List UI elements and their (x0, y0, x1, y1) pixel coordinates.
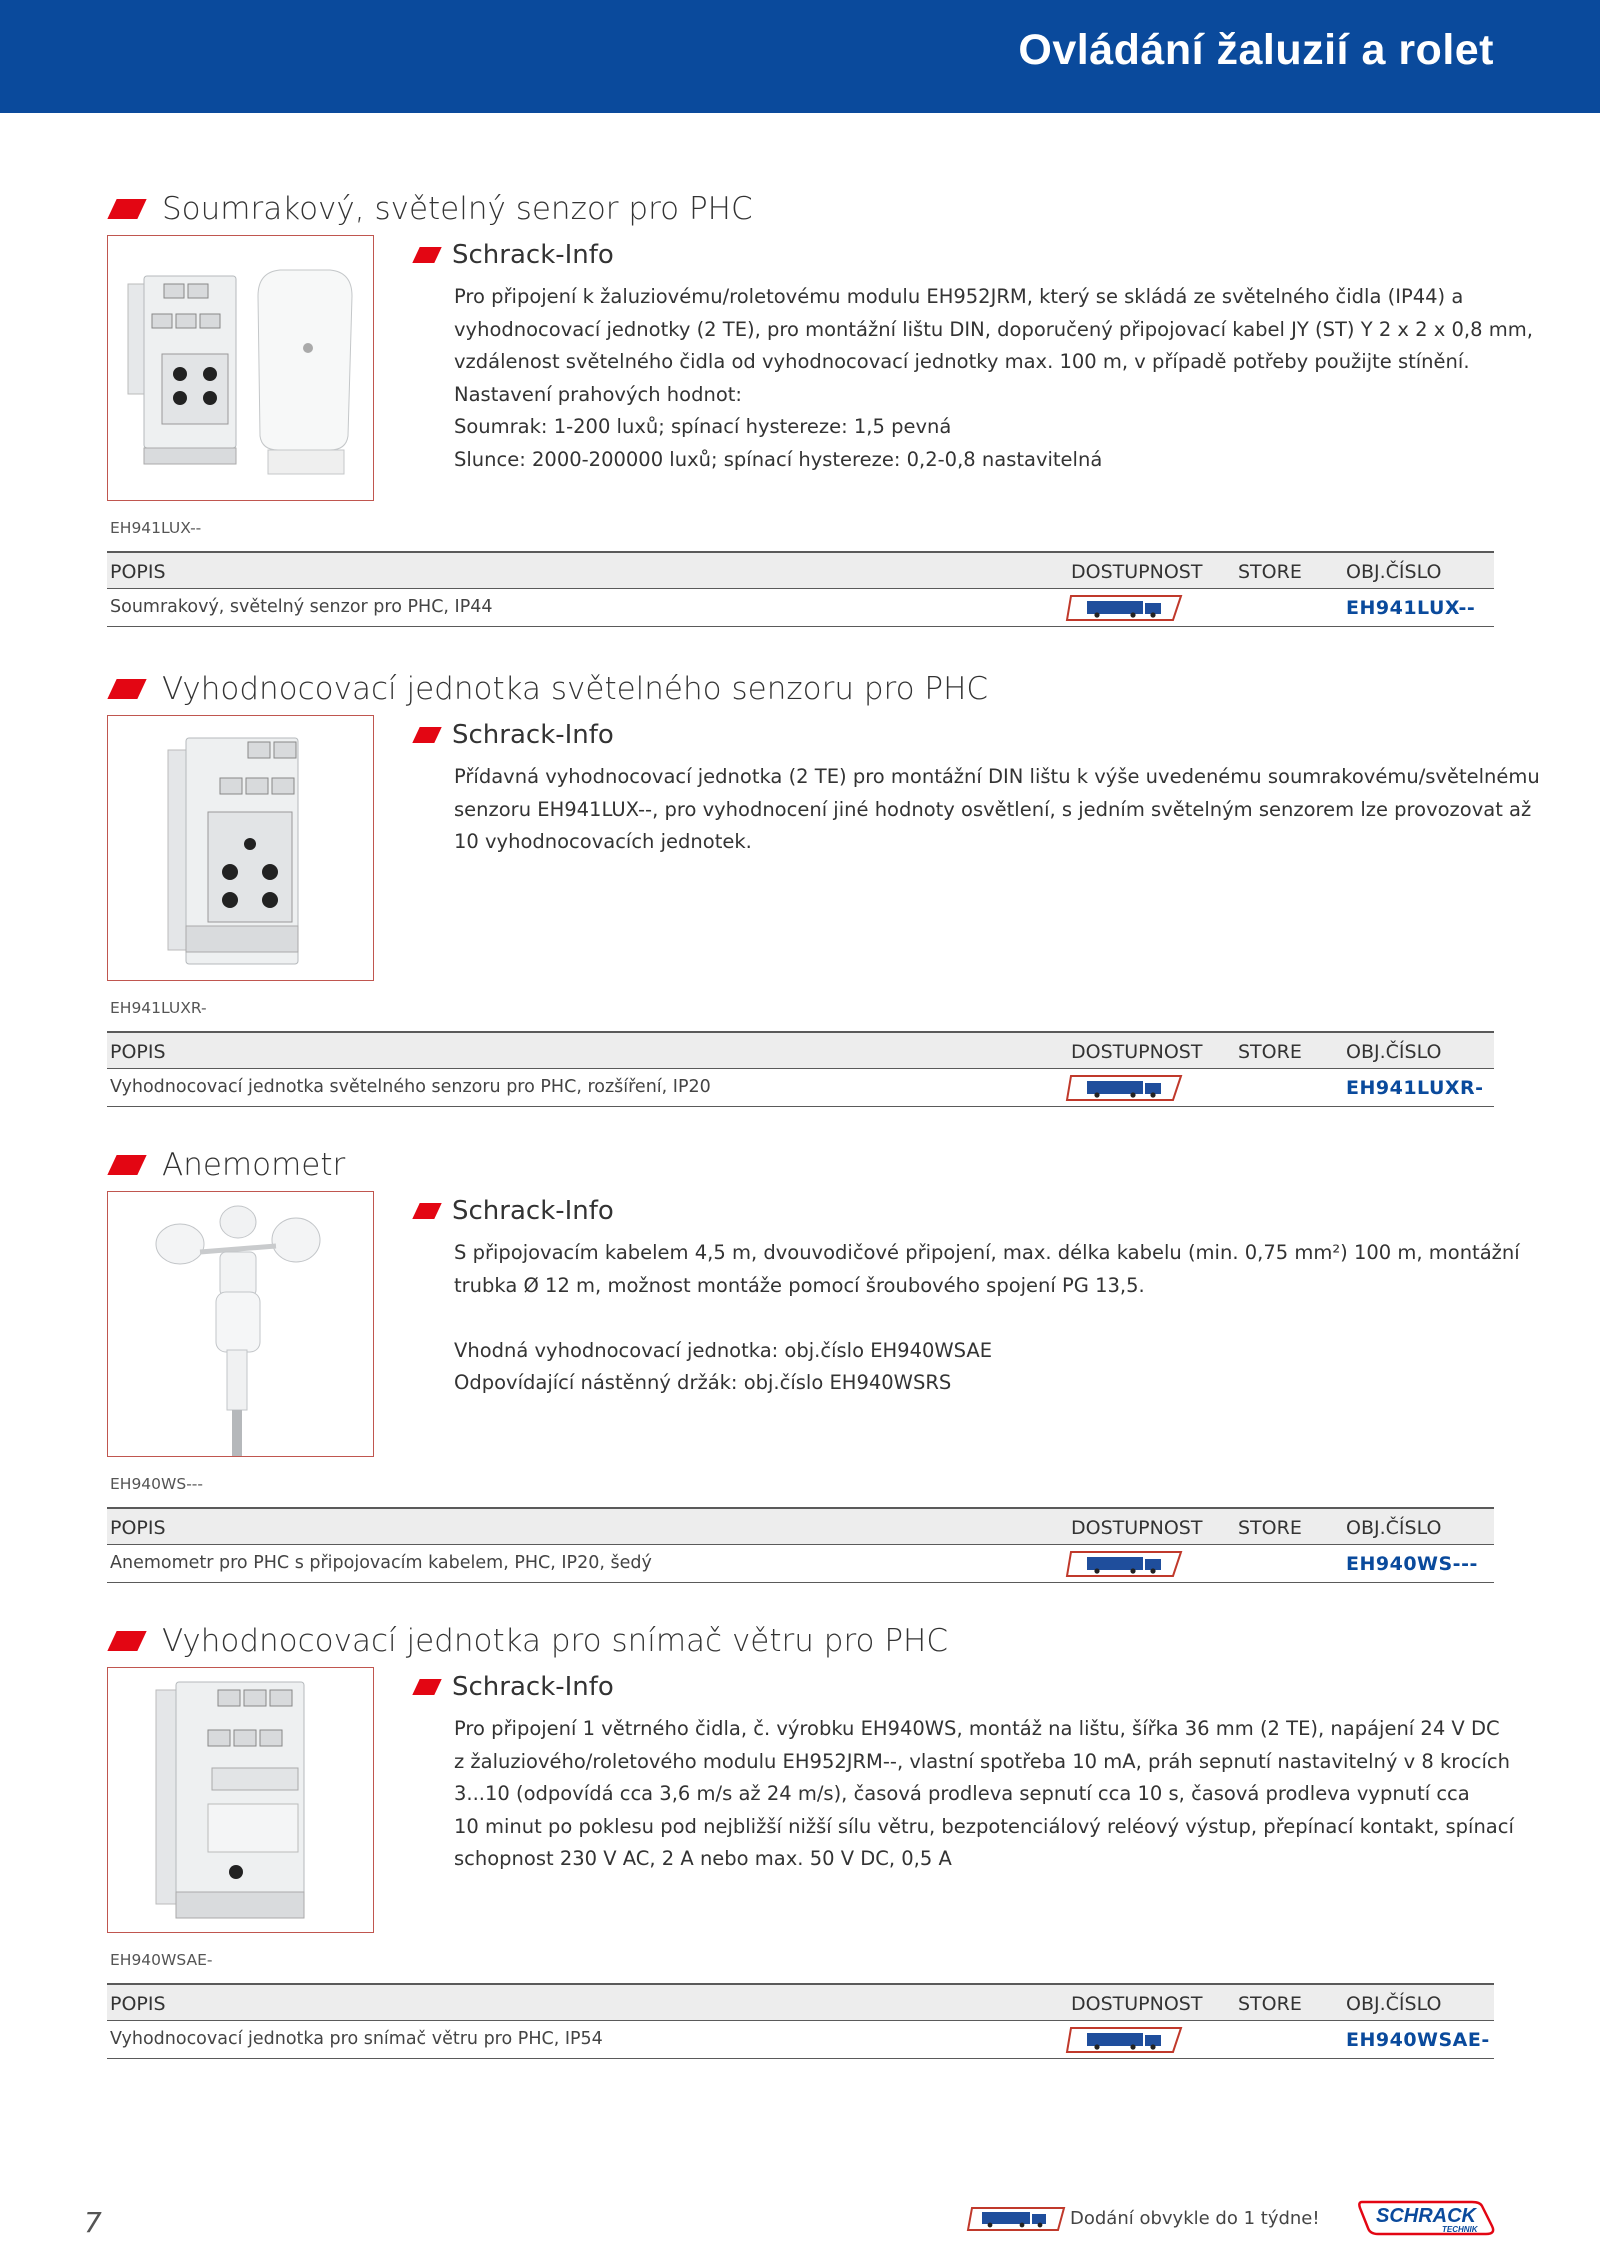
image-code-label: EH941LUX-- (110, 519, 202, 537)
order-code[interactable]: EH940WS--- (1346, 1553, 1478, 1575)
image-code-label: EH940WSAE- (110, 1951, 213, 1969)
table-header: POPIS DOSTUPNOST STORE OBJ.ČÍSLO (107, 1983, 1494, 2021)
delivery-truck-icon (1065, 1550, 1185, 1578)
red-square-icon (107, 1155, 146, 1175)
schrack-info-heading: Schrack-Info (412, 719, 614, 751)
schrack-info-text: Pro připojení 1 větrného čidla, č. výrobku EH940WS, montáž na lištu, šířka 36 mm (2 TE), napájení 24 V DC z žaluziového/roletového modulu EH952JRM--, vlastní spotřeba 10 mA, práh sepnutí nastavitelný v 8 krocích 3...10 (odpovídá cca 3,6 m/s až 24 m/s), časová prodleva sepnutí cca 10 s, časová prodleva vypnutí cca 10 minut po poklesu pod nejbližší nižší sílu větru, bezpotenciálový reléový výstup, přepínací kontakt, spínací schopnost 230 V AC, 2 A nebo max. 50 V DC, 0,5 A (454, 1717, 1514, 1870)
red-square-icon (107, 1631, 146, 1651)
product-image-wind-unit (107, 1667, 374, 1933)
red-square-icon (412, 1679, 441, 1695)
order-code[interactable]: EH941LUXR- (1346, 1077, 1484, 1099)
delivery-truck-icon (1065, 1074, 1185, 1102)
product-image-light-sensor (107, 235, 374, 501)
order-code[interactable]: EH941LUX-- (1346, 597, 1476, 619)
red-square-icon (412, 727, 441, 743)
table-header: POPIS DOSTUPNOST STORE OBJ.ČÍSLO (107, 1507, 1494, 1545)
schrack-info-text: Pro připojení k žaluziovému/roletovému modulu EH952JRM, který se skládá ze světelného čidla (IP44) a vyhodnocovací jednotky (2 TE), pro montážní lištu DIN, doporučený připojovací kabel JY (ST) Y 2 x 2 x 0,8 mm, vzdálenost světelného čidla od vyhodnocovací jednotky max. 100 m, v případě potřeby použijte stínění. Nastavení prahových hodnot: Soumrak: 1-200 luxů; spínací hystereze: 1,5 pevná Slunce: 2000-200000 luxů; spínací hystereze: 0,2-0,8 nastavitelná (454, 285, 1533, 471)
table-row: Soumrakový, světelný senzor pro PHC, IP44 EH941LUX-- (107, 589, 1494, 627)
page-title: Ovládání žaluzií a rolet (1018, 26, 1494, 74)
image-code-label: EH941LUXR- (110, 999, 207, 1017)
table-row: Vyhodnocovací jednotka pro snímač větru pro PHC, IP54 EH940WSAE- (107, 2021, 1494, 2059)
delivery-truck-icon (1065, 594, 1185, 622)
schrack-info-text: S připojovacím kabelem 4,5 m, dvouvodičové připojení, max. délka kabelu (min. 0,75 mm²) 100 m, montážní trubka Ø 12 m, možnost montáže pomocí šroubového spojení PG 13,5. Vhodná vyhodnocovací jednotka: obj.číslo EH940WSAE Odpovídající nástěnný držák: obj.číslo EH940WSRS (454, 1241, 1520, 1394)
delivery-note: Dodání obvykle do 1 týdne! (1070, 2208, 1320, 2229)
delivery-truck-icon (966, 2206, 1066, 2232)
svg-text:TECHNIK: TECHNIK (1442, 2225, 1478, 2234)
product-image-evaluation-unit (107, 715, 374, 981)
red-square-icon (107, 679, 146, 699)
red-square-icon (107, 199, 146, 219)
image-code-label: EH940WS--- (110, 1475, 203, 1493)
section-title: Vyhodnocovací jednotka světelného senzoru pro PHC (108, 669, 988, 709)
schrack-info-heading: Schrack-Info (412, 1671, 614, 1703)
red-square-icon (412, 1203, 441, 1219)
schrack-info-heading: Schrack-Info (412, 239, 614, 271)
delivery-truck-icon (1065, 2026, 1185, 2054)
order-code[interactable]: EH940WSAE- (1346, 2029, 1490, 2051)
red-square-icon (412, 247, 441, 263)
schrack-info-heading: Schrack-Info (412, 1195, 614, 1227)
schrack-logo (1356, 2198, 1498, 2238)
svg-text:SCHRACK: SCHRACK (1376, 2205, 1476, 2227)
table-header: POPIS DOSTUPNOST STORE OBJ.ČÍSLO (107, 1031, 1494, 1069)
page-number: 7 (84, 2206, 102, 2239)
table-row: Vyhodnocovací jednotka světelného senzoru pro PHC, rozšíření, IP20 EH941LUXR- (107, 1069, 1494, 1107)
section-title: Soumrakový, světelný senzor pro PHC (108, 189, 753, 229)
table-row: Anemometr pro PHC s připojovacím kabelem, PHC, IP20, šedý EH940WS--- (107, 1545, 1494, 1583)
section-title: Vyhodnocovací jednotka pro snímač větru pro PHC (108, 1621, 948, 1661)
product-image-anemometer (107, 1191, 374, 1457)
table-header: POPIS DOSTUPNOST STORE OBJ.ČÍSLO (107, 551, 1494, 589)
schrack-info-text: Přídavná vyhodnocovací jednotka (2 TE) pro montážní DIN lištu k výše uvedenému soumrakovému/světelnému senzoru EH941LUX--, pro vyhodnocení jiné hodnoty osvětlení, s jedním světelným senzorem lze provozovat až 10 vyhodnocovacích jednotek. (454, 765, 1540, 853)
section-title: Anemometr (108, 1145, 345, 1185)
